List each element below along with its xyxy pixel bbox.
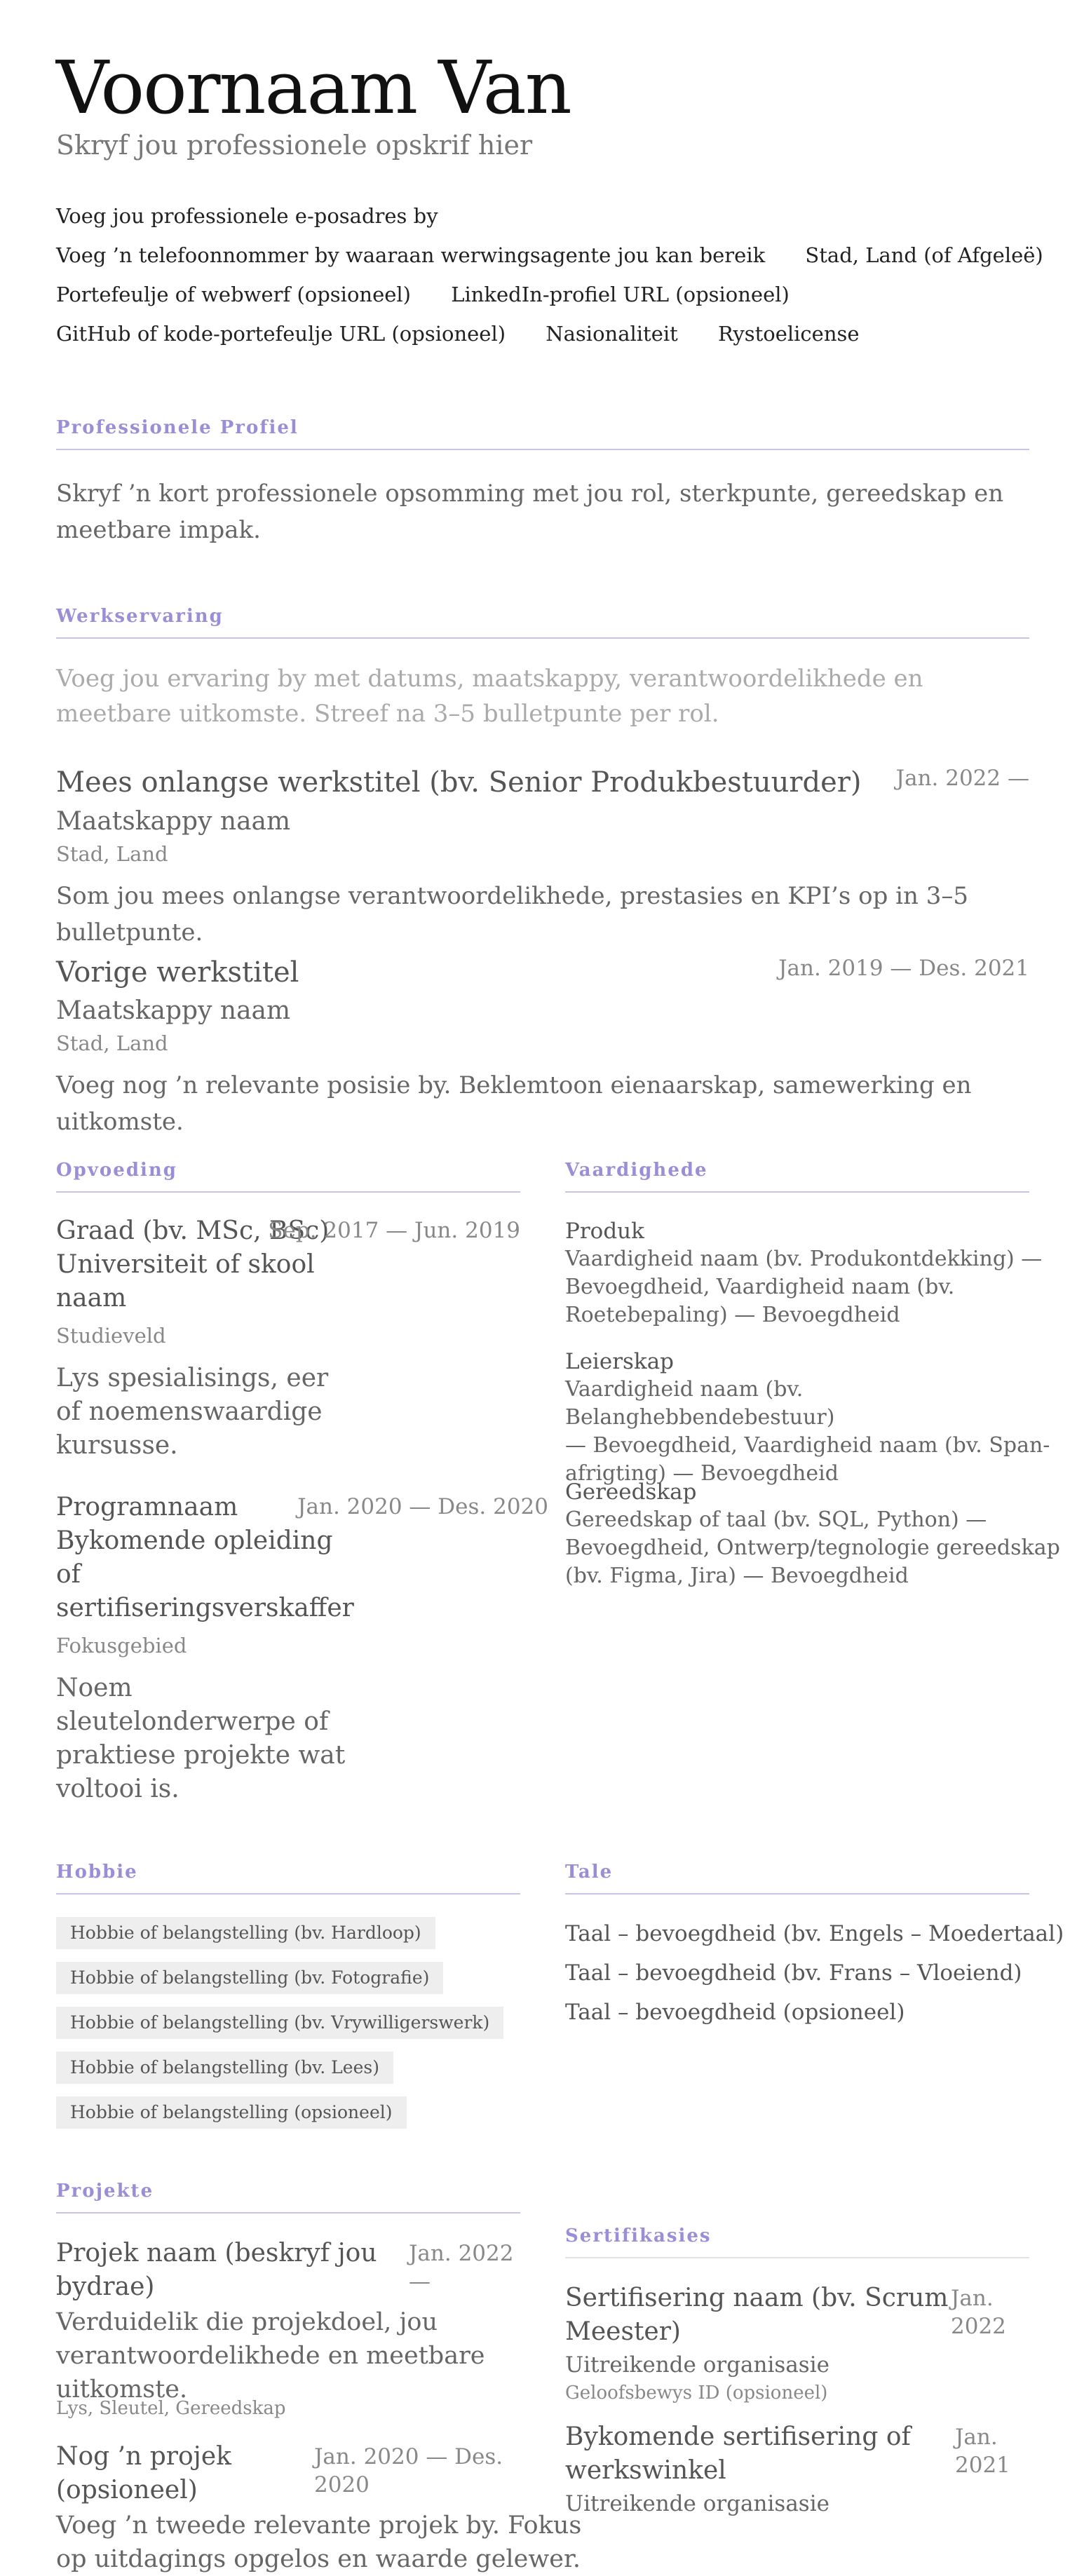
section-title-experience: Werkservaring bbox=[56, 606, 224, 627]
section-title-profile: Professionele Profiel bbox=[56, 417, 299, 438]
contact-row bbox=[56, 322, 893, 346]
job-dates: Jan. 2022 — bbox=[895, 766, 1029, 791]
candidate-name: Voornaam Van bbox=[56, 45, 571, 130]
skill-list: Gereedskap of taal (bv. SQL, Python) — Bevoegdheid, Ontwerp/tegnologie gereedskap (bv. Figma, Jira) — Bevoegdheid bbox=[565, 1507, 1060, 1588]
skill-list: Vaardigheid naam (bv. Produkontdekking) — Bevoegdheid, Vaardigheid naam (bv. Roetebepaling) — Bevoegdheid bbox=[565, 1247, 1043, 1327]
section-divider bbox=[56, 637, 1029, 639]
experience-intro: Voeg jou ervaring by met datums, maatskappy, verantwoordelikhede en meetbare uitkomste. Streef na 3–5 bulletpunte per rol. bbox=[56, 665, 923, 728]
section-divider bbox=[565, 1893, 1029, 1894]
company-name: Maatskappy naam bbox=[56, 807, 291, 836]
issuing-organisation: Uitreikende organisasie bbox=[565, 2352, 829, 2378]
section-divider bbox=[56, 449, 1029, 450]
education-degree: Programnaam Bykomende opleiding of sertifiseringsverskaffer bbox=[56, 1493, 354, 1622]
profile-summary: Skryf ’n kort professionele opsomming met jou rol, sterkpunte, gereedskap en meetbare impak. bbox=[56, 480, 1004, 544]
language-item: Taal – bevoegdheid (bv. Engels – Moedertaal) bbox=[565, 1921, 1064, 1946]
professional-headline: Skryf jou professionele opskrif hier bbox=[56, 130, 533, 161]
github-link[interactable]: GitHub of kode-portefeulje URL (opsioneel) bbox=[56, 322, 506, 346]
project-dates: Jan. 2022 — bbox=[409, 2241, 514, 2294]
skill-category: Leierskap bbox=[565, 1349, 675, 1374]
section-divider bbox=[56, 2212, 520, 2214]
issuing-organisation: Uitreikende organisasie bbox=[565, 2491, 829, 2516]
location: Stad, Land (of Afgeleë) bbox=[805, 243, 1043, 267]
section-title-education: Opvoeding bbox=[56, 1160, 177, 1181]
job-location: Stad, Land bbox=[56, 842, 168, 866]
section-divider bbox=[565, 1191, 1029, 1193]
skill-category: Produk bbox=[565, 1219, 644, 1244]
certification-dates: Jan. 2022 bbox=[951, 2286, 1006, 2339]
skill-list: Vaardigheid naam (bv. Belanghebbendebestuur) — Bevoegdheid, Vaardigheid naam (bv. Span- afrigting) — Bevoegdheid bbox=[565, 1377, 1050, 1486]
credential-id: Geloofsbewys ID (opsioneel) bbox=[565, 2382, 828, 2404]
section-title-languages: Tale bbox=[565, 1862, 614, 1883]
certification-title: Bykomende sertifisering of werkswinkel bbox=[565, 2422, 911, 2485]
contact-row bbox=[56, 283, 823, 306]
language-item: Taal – bevoegdheid (opsioneel) bbox=[565, 2000, 905, 2025]
hobby-tag: Hobbie of belangstelling (bv. Hardloop) bbox=[56, 1917, 435, 1949]
education-description: Noem sleutelonderwerpe of praktiese projekte wat voltooi is. bbox=[56, 1674, 346, 1803]
project-title: Projek naam (beskryf jou bydrae) bbox=[56, 2239, 377, 2301]
contact-row bbox=[56, 204, 472, 228]
nationality: Nasionaliteit bbox=[546, 322, 678, 346]
hobby-tag: Hobbie of belangstelling (bv. Lees) bbox=[56, 2052, 393, 2084]
job-summary: Voeg nog ’n relevante posisie by. Beklemtoon eienaarskap, samewerking en uitkomste. bbox=[56, 1071, 972, 1136]
job-title: Vorige werkstitel bbox=[56, 956, 299, 989]
project-description: Verduidelik die projekdoel, jou verantwoordelikhede en meetbare uitkomste. bbox=[56, 2308, 485, 2404]
education-field: Studieveld bbox=[56, 1324, 166, 1348]
contact-row bbox=[56, 243, 1077, 267]
job-dates: Jan. 2019 — Des. 2021 bbox=[778, 956, 1029, 981]
education-degree: Graad (bv. MSc, BSc) Universiteit of skool naam bbox=[56, 1216, 330, 1313]
hobby-tag: Hobbie of belangstelling (bv. Vrywilligerswerk) bbox=[56, 2007, 503, 2039]
project-tags: Lys, Sleutel, Gereedskap bbox=[56, 2398, 286, 2419]
certification-title: Sertifisering naam (bv. Scrum Meester) bbox=[565, 2284, 949, 2346]
education-field: Fokusgebied bbox=[56, 1634, 187, 1658]
project-dates: Jan. 2020 — Des. 2020 bbox=[314, 2444, 503, 2497]
portfolio-link[interactable]: Portefeulje of webwerf (opsioneel) bbox=[56, 283, 411, 306]
drivers-license: Rystoelicense bbox=[718, 322, 860, 346]
project-description: Voeg ’n tweede relevante projek by. Fokus op uitdagings opgelos en waarde gelewer. bbox=[56, 2511, 582, 2573]
section-title-hobbies: Hobbie bbox=[56, 1862, 138, 1883]
job-title: Mees onlangse werkstitel (bv. Senior Produkbestuurder) bbox=[56, 766, 862, 799]
education-dates: Jan. 2020 — Des. 2020 bbox=[297, 1494, 548, 1519]
language-item: Taal – bevoegdheid (bv. Frans – Vloeiend) bbox=[565, 1960, 1022, 1986]
job-summary: Som jou mees onlangse verantwoordelikhede, prestasies en KPI’s op in 3–5 bulletpunte. bbox=[56, 882, 968, 947]
education-description: Lys spesialisings, eer of noemenswaardige kursusse. bbox=[56, 1364, 329, 1460]
linkedin-link[interactable]: LinkedIn-profiel URL (opsioneel) bbox=[451, 283, 790, 306]
section-divider bbox=[565, 2257, 1029, 2258]
hobby-tag: Hobbie of belangstelling (opsioneel) bbox=[56, 2096, 407, 2129]
email-address[interactable]: Voeg jou professionele e-posadres by bbox=[56, 204, 438, 228]
section-divider bbox=[56, 1893, 520, 1894]
job-location: Stad, Land bbox=[56, 1031, 168, 1055]
section-title-projects: Projekte bbox=[56, 2181, 154, 2202]
certification-dates: Jan. 2021 bbox=[955, 2425, 1010, 2478]
hobby-tag: Hobbie of belangstelling (bv. Fotografie) bbox=[56, 1962, 443, 1994]
section-divider bbox=[56, 1191, 520, 1193]
skill-category: Gereedskap bbox=[565, 1479, 697, 1505]
phone-number[interactable]: Voeg ’n telefoonnommer by waaraan werwingsagente jou kan bereik bbox=[56, 243, 766, 267]
section-title-skills: Vaardighede bbox=[565, 1160, 708, 1181]
company-name: Maatskappy naam bbox=[56, 996, 291, 1025]
project-title: Nog ’n projek (opsioneel) bbox=[56, 2442, 231, 2504]
section-title-certifications: Sertifikasies bbox=[565, 2225, 712, 2246]
education-dates: Sep. 2017 — Jun. 2019 bbox=[268, 1218, 520, 1243]
